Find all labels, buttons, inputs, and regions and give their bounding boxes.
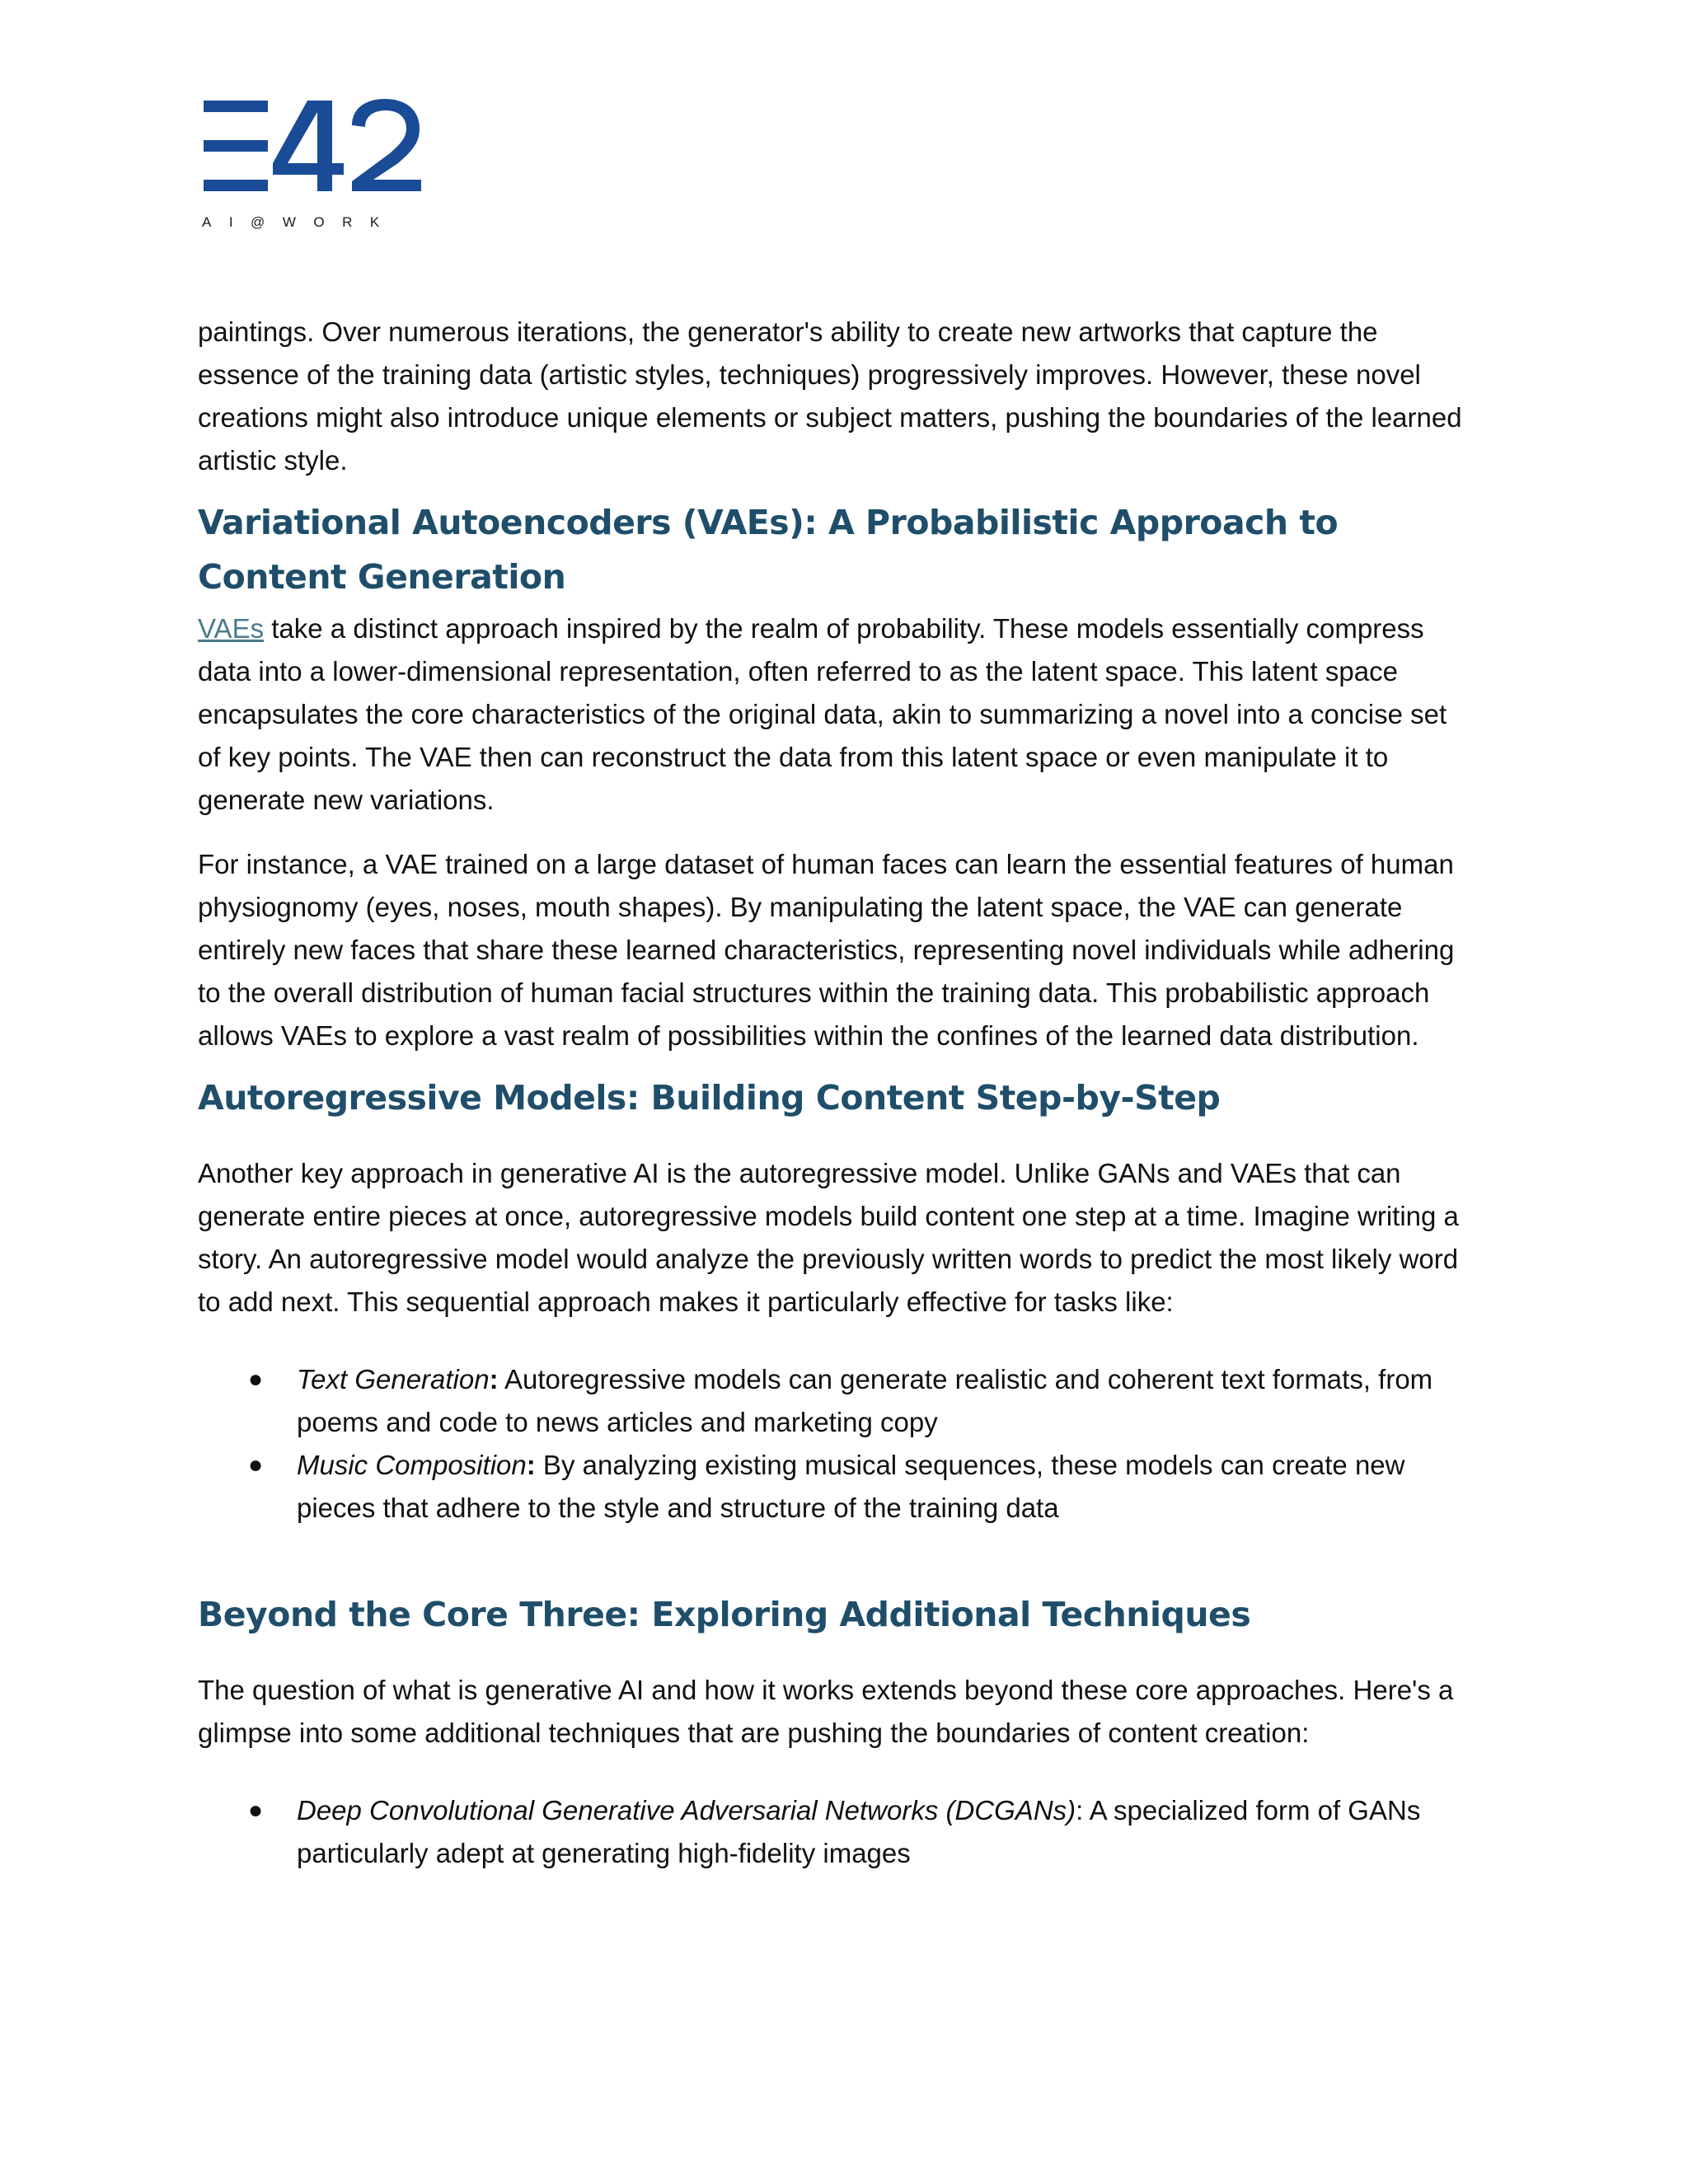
list-item-term: Deep Convolutional Generative Adversarial Networks (DCGANs): [297, 1795, 1076, 1825]
list-autoregressive: [198, 1358, 1475, 1530]
list-item-text: Autoregressive models can generate realistic and coherent text formats, from poems and code to news articles and marketing copy: [297, 1364, 1433, 1437]
list-item-text: : A specialized form of GANs particularly adept at generating high-fidelity images: [297, 1795, 1421, 1868]
list-item-term: Text Generation: [297, 1364, 490, 1394]
heading-beyond: Beyond the Core Three: Exploring Additional Techniques: [198, 1595, 1251, 1634]
bullet-icon: ●: [248, 1797, 264, 1824]
vae-link[interactable]: VAEs: [198, 613, 265, 644]
list-item-colon: :: [489, 1364, 499, 1394]
list-item-text: By analyzing existing musical sequences, these models can create new pieces that adhere to the style and structure of the training data: [297, 1450, 1405, 1523]
list-item-term: Music Composition: [297, 1450, 527, 1480]
list-item: [198, 1444, 1475, 1530]
logo-tagline: AI@WORK: [202, 214, 397, 230]
document-body: [198, 311, 1475, 1875]
paragraph-beyond: The question of what is generative AI and how it works extends beyond these core approaches. Here's a glimpse into some additional techniques that are pushing the boundaries of content creation:: [198, 1675, 1454, 1748]
vae-1-text: take a distinct approach inspired by the realm of probability. These models essentially compress data into a lower-dimensional representation, often referred to as the latent space. This latent space encapsulates the core characteristics of the original data, akin to summarizing a novel into a concise set of key points. The VAE then can reconstruct the data from this latent space or even manipulate it to generate new variations.: [198, 613, 1447, 815]
list-item: [198, 1358, 1475, 1444]
paragraph-vae-2: For instance, a VAE trained on a large dataset of human faces can learn the essential features of human physiognomy (eyes, noses, mouth shapes). By manipulating the latent space, the VAE can generate entirely new faces that share these learned characteristics, representing novel individuals while adhering to the overall distribution of human facial structures within the training data. This probabilistic approach allows VAEs to explore a vast realm of possibilities within the confines of the learned data distribution.: [198, 849, 1455, 1051]
list-item-colon: :: [526, 1450, 536, 1480]
e42-logo: [202, 97, 433, 237]
bullet-icon: ●: [248, 1451, 264, 1479]
list-item: [198, 1789, 1475, 1875]
paragraph-vae-1: [198, 607, 1475, 822]
e42-logo-mark: [202, 97, 424, 200]
paragraph-autoregressive: Another key approach in generative AI is the autoregressive model. Unlike GANs and VAEs that can generate entire pieces at once, autoregressive models build content one step at a time. Imagine writing a story. An autoregressive model would analyze the previously written words to predict the most likely word to add next. This sequential approach makes it particularly effective for tasks like:: [198, 1158, 1459, 1317]
list-beyond: [198, 1789, 1475, 1875]
heading-vae: Variational Autoencoders (VAEs): A Probabilistic Approach to Content Generation: [198, 503, 1339, 597]
paragraph-intro: paintings. Over numerous iterations, the generator's ability to create new artworks that capture the essence of the training data (artistic styles, techniques) progressively improves. However, these novel creations might also introduce unique elements or subject matters, pushing the boundaries of the learned artistic style.: [198, 316, 1462, 476]
heading-autoregressive: Autoregressive Models: Building Content Step-by-Step: [198, 1078, 1221, 1118]
bullet-icon: ●: [248, 1366, 264, 1393]
